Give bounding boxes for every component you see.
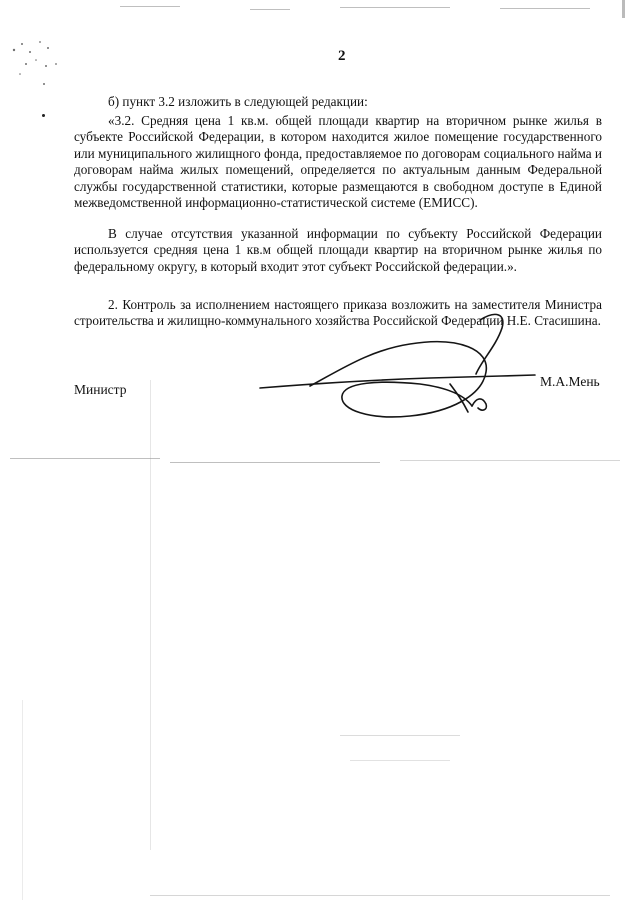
scan-artifact-top [120,6,180,7]
amendment-intro: б) пункт 3.2 изложить в следующей редакции: [108,94,368,109]
scan-artifact-top [250,9,290,10]
page-number: 2 [338,48,346,64]
scan-artifact-corner [622,0,625,18]
margin-dot [42,114,45,117]
scan-artifact-bottom [150,895,610,896]
scan-noise-mark [0,30,70,110]
scan-artifact-middle [170,462,380,463]
scan-artifact-lower [350,760,450,761]
scan-artifact-lower [340,735,460,736]
signatory-name: М.А.Мень [540,374,600,389]
scan-artifact-vertical [150,380,151,850]
handwritten-signature [250,300,540,440]
scan-artifact-middle [400,460,620,461]
scan-artifact-middle [10,458,160,459]
scan-artifact-top [500,8,590,9]
scan-artifact-vertical [22,700,23,900]
signatory-title: Министр [74,382,127,397]
fallback-clause-text: В случае отсутствия указанной информации по субъекту Российской Федерации используется средняя цена 1 кв.м общей площади квартир на вторичном рынке жилья по федеральному округу, в который входит этот субъект Российской федерации.». [74,226,602,274]
control-clause-text: 2. Контроль за исполнением настоящего приказа возложить на заместителя Министра строительства и жилищно-коммунального хозяйства Российской Федерации Н.Е. Стасишина. [74,297,602,329]
clause-3-2-text: «3.2. Средняя цена 1 кв.м. общей площади квартир на вторичном рынке жилья в субъекте Российской Федерации, в котором находится жилое помещение государственного или муниципального жилищного фонда, предоставляемое по договорам социального найма и договорам найма жилых помещений, определяется по актуальным данным Федеральной службы государственной статистики, которые размещаются в свободном доступе в Единой межведомственной информационно-статистической системе (ЕМИСС). [74,113,602,211]
scan-artifact-top [340,7,450,8]
